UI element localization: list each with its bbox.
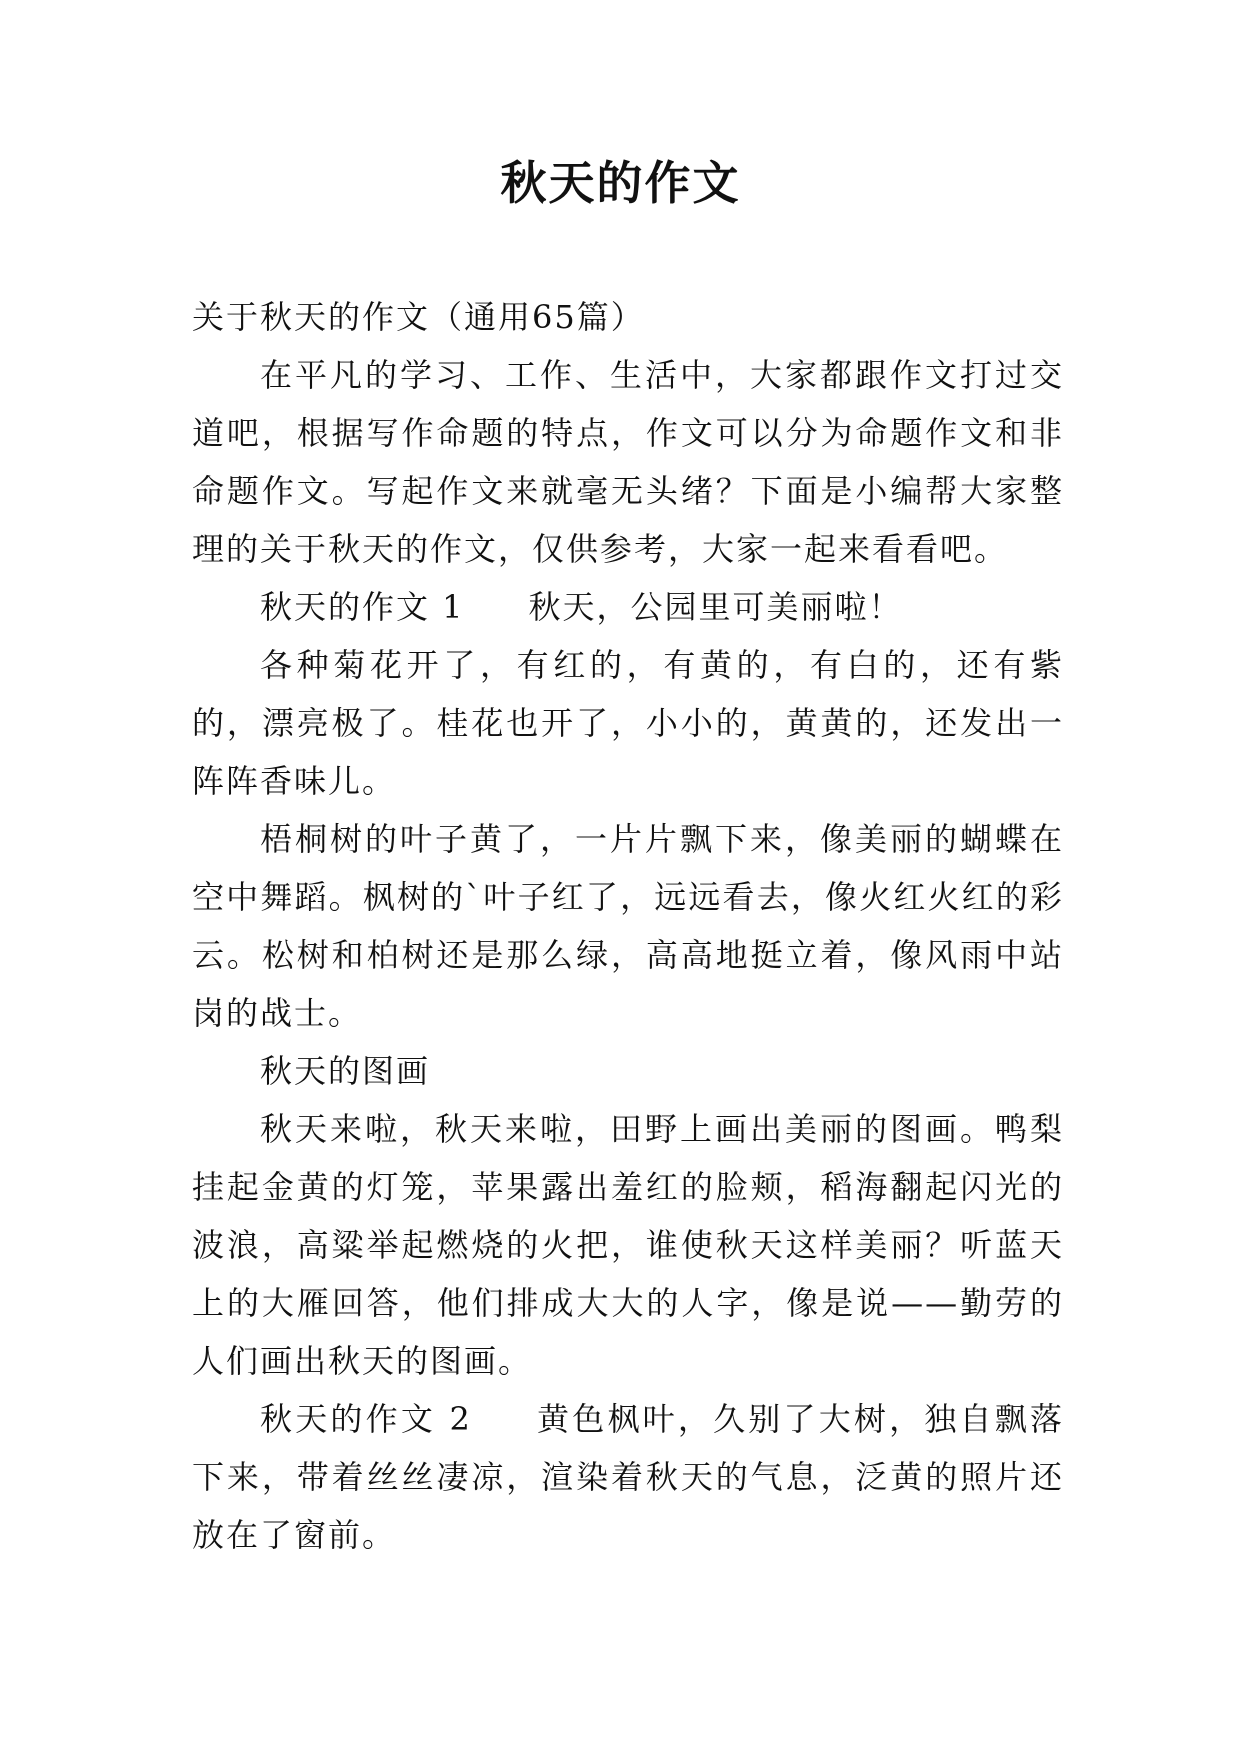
- document-subtitle: 关于秋天的作文（通用65篇）: [192, 298, 645, 336]
- document-body: [192, 288, 1064, 1564]
- essay-1-heading: 秋天的作文 1: [260, 588, 465, 626]
- essay-1-paragraph-2: 梧桐树的叶子黄了，一片片飘下来，像美丽的蝴蝶在空中舞蹈。枫树的`叶子红了，远远看去，像火红火红的彩云。松树和柏树还是那么绿，高高地挺立着，像风雨中站岗的战士。: [192, 820, 1064, 1032]
- essay-2-opening: 黄色枫叶，久别了大树，独自飘落下来，带着丝丝凄凉，渲染着秋天的气息，泛黄的照片还放在了窗前。: [192, 1400, 1064, 1554]
- document-title: 秋天的作文: [500, 156, 741, 210]
- poem-heading: 秋天的图画: [260, 1052, 431, 1090]
- intro-paragraph: 在平凡的学习、工作、生活中，大家都跟作文打过交道吧，根据写作命题的特点，作文可以分为命题作文和非命题作文。写起作文来就毫无头绪？下面是小编帮大家整理的关于秋天的作文，仅供参考，大家一起来看看吧。: [192, 356, 1064, 568]
- essay-1-paragraph-1: 各种菊花开了，有红的，有黄的，有白的，还有紫的，漂亮极了。桂花也开了，小小的，黄黄的，还发出一阵阵香味儿。: [192, 646, 1064, 800]
- essay-2-heading: 秋天的作文 2: [260, 1400, 472, 1438]
- essay-1-opening: 秋天，公园里可美丽啦！: [528, 588, 903, 626]
- essay-2-heading-line: [192, 1390, 1064, 1564]
- essay-1-heading-line: [192, 578, 1064, 636]
- poem-text: 秋天来啦，秋天来啦，田野上画出美丽的图画。鸭梨挂起金黄的灯笼，苹果露出羞红的脸颊，稻海翻起闪光的波浪，高粱举起燃烧的火把，谁使秋天这样美丽？听蓝天上的大雁回答，他们排成大大的人字，像是说——勤劳的人们画出秋天的图画。: [192, 1110, 1064, 1380]
